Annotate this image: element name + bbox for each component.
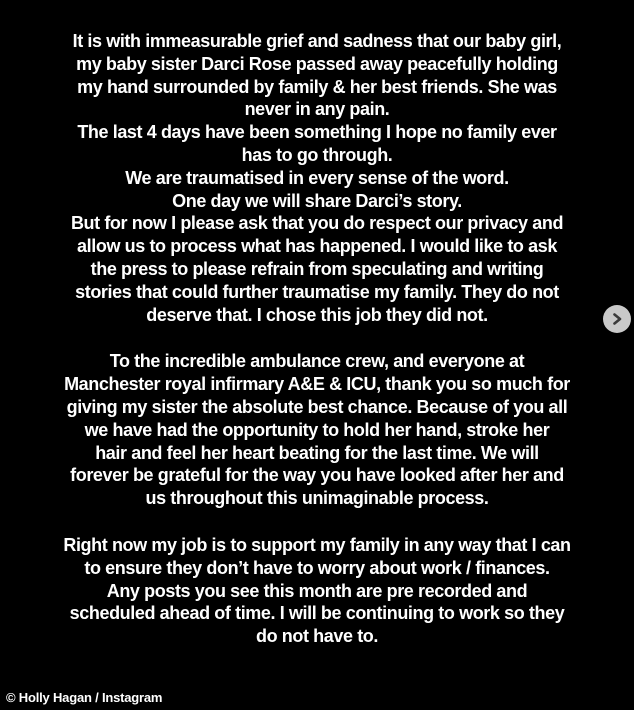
story-line: we have had the opportunity to hold her hand, stroke her [84, 419, 550, 440]
story-line: We are traumatised in every sense of the word. [125, 167, 509, 188]
story-line: allow us to process what has happened. I would like to ask [77, 236, 557, 257]
story-line: never in any pain. [244, 99, 390, 120]
story-line: forever be grateful for the way you have looked after her and [70, 465, 564, 486]
story-line: The last 4 days have been something I hope no family ever [77, 122, 557, 143]
chevron-right-icon [610, 312, 624, 326]
story-line: deserve that. I chose this job they did not. [146, 304, 488, 325]
story-line: scheduled ahead of time. I will be continuing to work so they [69, 603, 565, 624]
story-line: do not have to. [256, 626, 378, 647]
story-line: But for now I please ask that you do respect our privacy and [70, 213, 564, 234]
story-paragraph [0, 350, 634, 510]
story-line: the press to please refrain from speculating and writing [90, 258, 544, 279]
story-line: to ensure they don’t have to worry about work / finances. [84, 557, 550, 578]
story-paragraph [0, 534, 634, 648]
story-line: Manchester royal infirmary A&E & ICU, thank you so much for [64, 374, 570, 395]
story-line: Any posts you see this month are pre recorded and [106, 580, 528, 601]
story-line: stories that could further traumatise my family. They do not [75, 281, 559, 302]
story-text-block [0, 30, 634, 648]
story-paragraph [0, 30, 634, 326]
story-line: One day we will share Darci’s story. [172, 190, 462, 211]
story-line: To the incredible ambulance crew, and everyone at [109, 351, 525, 372]
story-line: giving my sister the absolute best chance. Because of you all [66, 396, 568, 417]
story-line: us throughout this unimaginable process. [145, 488, 489, 509]
story-line: my hand surrounded by family & her best friends. She was [77, 76, 557, 97]
photo-credit: © Holly Hagan / Instagram [6, 690, 163, 705]
story-line: has to go through. [241, 144, 393, 165]
story-line: hair and feel her heart beating for the last time. We will [95, 442, 539, 463]
story-line: It is with immeasurable grief and sadness that our baby girl, [72, 31, 562, 51]
next-story-button[interactable] [603, 305, 631, 333]
story-line: Right now my job is to support my family in any way that I can [63, 534, 571, 555]
story-line: my baby sister Darci Rose passed away peacefully holding [76, 53, 558, 74]
